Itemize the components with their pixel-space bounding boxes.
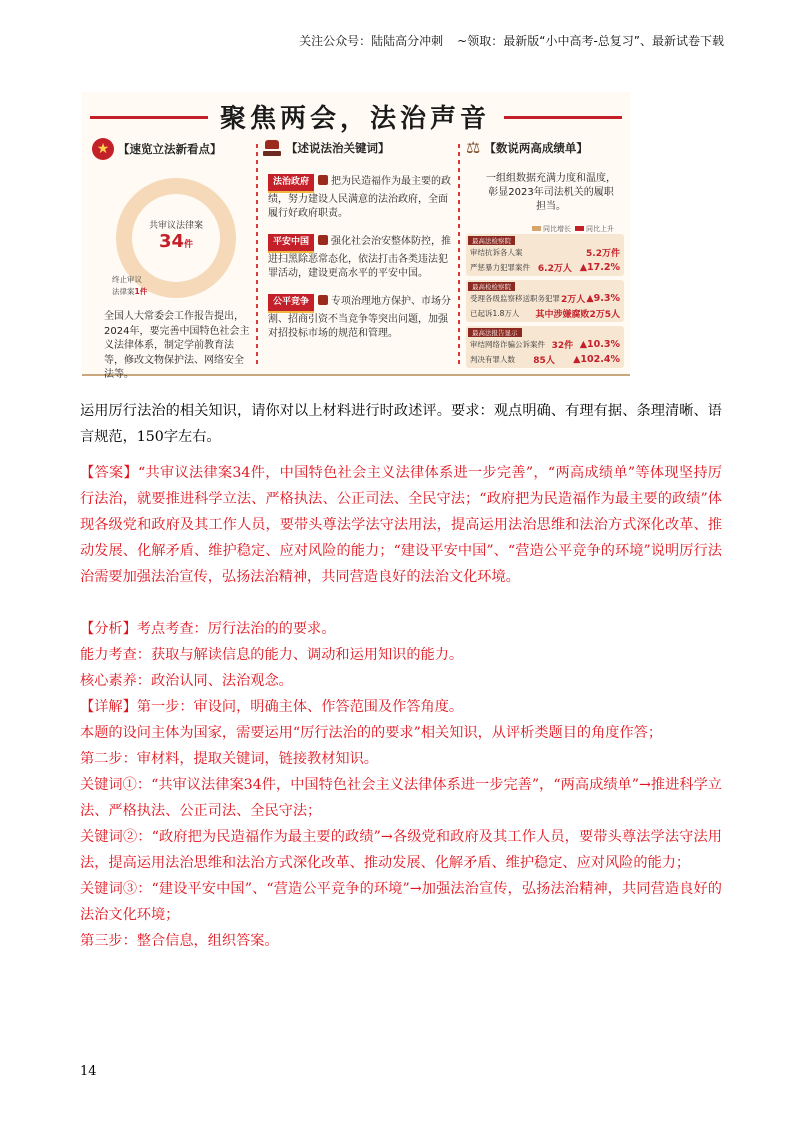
donut-chart [112,178,236,298]
banner-rule-left [90,116,208,119]
stat-value: 5.2万件 [586,249,620,259]
keyword-text: 专项治理地方保护、市场分割、招商引资不当竞争等突出问题，加强对招投标市场的规范和管理。 [268,296,452,339]
analysis-line [80,616,722,642]
ability-line: 能力考查：获取与解读信息的能力、调动和运用知识的能力。 [80,647,464,663]
column-legislation [92,138,252,380]
stat-caption: 最高法检察院 [468,236,515,245]
side-label-2-row [112,286,147,298]
answer-label: 【答案】 [80,465,138,481]
keyword-2: 关键词②：“政府把为民造福作为最主要的政绩”→各级党和政府及其工作人员，要带头尊法学法守法用法，提高运用法治思维和法治方式深化改革、推动发展、化解矛盾、维护稳定、应对风险的能力； [80,829,722,871]
stat-row [466,291,624,306]
keyword-tag: 法治政府 [268,174,314,193]
donut-side-note [112,274,147,298]
keyword-3: 关键词③：“建设平安中国”、“营造公平竞争的环境”→加强法治宣传，弘扬法治精神，共同营造良好的法治文化环境； [80,881,722,923]
stat-caption: 最高检检察院 [468,282,515,291]
column-divider [256,144,258,364]
legislation-text: 全国人大常委会工作报告提出，2024年，要完善中国特色社会主义法律体系，制定学前教育法等，修改文物保护法、网络安全法等。 [104,311,250,380]
analysis-and-detail [80,616,722,954]
stat-value: 其中涉嫌腐败2万5人 [535,310,620,320]
keyword-text: 强化社会治安整体防控，推进扫黑除恶常态化，依法打击各类违法犯罪活动，建设更高水平的平安中国。 [268,236,452,279]
keyword-item [268,174,452,222]
section-heading [262,138,452,158]
legend [528,224,614,234]
detail-step2: 第二步：审材料，提取关键词，链接教材知识。 [80,751,378,767]
banner-title: 聚焦两会，法治声音 [219,104,490,134]
seal-icon [318,235,328,245]
banner-rule-right [504,116,622,119]
keyword-item [268,234,452,282]
stat-percent: ▲102.4% [573,354,620,365]
header-left-text: 关注公众号：陆陆高分冲刺 [299,34,444,48]
answer-text: “共审议法律案34件，中国特色社会主义法律体系进一步完善”，“两高成绩单”等体现坚持厉行法治，就要推进科学立法、严格执法、公正司法、全民守法；“政府把为民造福作为最主要的政绩”体现各级党和政府及其工作人员，要带头尊法学法守法用法，提高运用法治思维和法治方式深化改革、推动发展、化解矛盾、维护稳定、应对风险的能力；“建设平安中国”、“营造公平竞争的环境”说明厉行法治需要加强法治宣传，弘扬法治精神，共同营造良好的法治文化环境。 [80,465,722,585]
detail-step3: 第三步：整合信息，组织答案。 [80,933,279,949]
gavel-icon [262,138,282,158]
keyword-tag: 平安中国 [268,234,314,253]
stat-row [466,306,624,321]
answer-section [80,460,722,590]
stat-box [466,234,624,276]
donut-value [132,231,220,252]
infographic [82,92,630,380]
statistics-lead: 一组组数据充满力度和温度，彰显2023年司法机关的履职担当。 [486,173,616,212]
seal-icon [318,295,328,305]
detail-step1-line [80,694,722,720]
detail-step1-text: 本题的设问主体为国家，需要运用“厉行法治的的要求”相关知识，从评析类题目的角度作答； [80,725,663,741]
side-value: 1件 [134,287,148,296]
stat-label: 受理各级监察移送职务犯罪 [470,294,560,303]
keyword-tag: 公平竞争 [268,294,314,313]
column-statistics [466,138,624,370]
donut-label: 共审议法律案 [148,221,203,231]
analysis-text: 考点考查：厉行法治的的要求。 [136,621,336,637]
column-divider [458,144,460,364]
stat-label: 审结抗诉各人案 [470,248,523,257]
keyword-text: 把为民造福作为最主要的政绩，努力建设人民满意的法治政府，全面履行好政府职责。 [268,176,452,219]
header-right-text: ~领取：最新版“小中高考-总复习”、最新试卷下载 [457,34,724,48]
answer-paragraph [80,460,722,590]
side-label-1: 终止审议 [112,275,142,284]
analysis-label: 【分析】 [80,621,137,637]
detail-label: 【详解】 [80,699,137,715]
stat-row [466,352,624,367]
stat-value: 32件 [551,341,574,351]
stat-value: 6.2万人 [537,264,572,274]
stat-row [466,260,624,275]
scales-icon: ⚖ [466,138,481,157]
section-heading [92,138,252,160]
stat-row [466,337,624,352]
keyword-item [268,294,452,342]
stat-percent: ▲17.2% [579,262,620,273]
donut-center [132,194,220,282]
detail-step1: 第一步：审设问，明确主体、作答范围及作答角度。 [136,699,464,715]
stat-value: 85人 [533,356,555,366]
stat-caption: 最高法报告显示 [468,328,522,337]
section-title: 【速览立法新看点】 [118,142,222,156]
seal-icon [318,175,328,185]
section-heading [466,138,624,157]
side-label-2: 法律案 [112,287,135,296]
question-text [80,398,722,450]
column-keywords [262,138,452,370]
stat-label: 已起诉1.8万人 [470,309,520,318]
stat-value: 2万人 [561,295,586,305]
header-note [285,32,724,49]
national-emblem-icon: ★ [92,138,114,160]
question-paragraph: 运用厉行法治的相关知识，请你对以上材料进行时政述评。要求：观点明确、有理有据、条理清晰、语言规范，150字左右。 [80,403,722,445]
stat-row [466,245,624,260]
section-title: 【述说法治关键词】 [286,141,390,155]
stat-label: 判决有罪人数 [470,355,515,364]
stat-percent: ▲10.3% [579,339,620,350]
keyword-1: 关键词①：“共审议法律案34件，中国特色社会主义法律体系进一步完善”，“两高成绩单”→推进科学立法、严格执法、公正司法、全民守法； [80,777,722,819]
stat-label: 严惩暴力犯罪案件 [470,263,530,272]
donut-number: 34 [158,231,185,252]
literacy-line: 核心素养：政治认同、法治观念。 [80,673,293,689]
section-title: 【数说两高成绩单】 [484,140,588,155]
stat-label: 审结网络诈骗公诉案件 [470,340,545,349]
stat-box [466,280,624,322]
legend-b: 同比上升 [586,225,614,233]
stat-box [466,326,624,368]
donut-unit: 件 [184,240,194,250]
stat-percent: ▲9.3% [586,293,620,304]
legend-a: 同比增长 [543,225,571,233]
page-number: 14 [80,1064,97,1079]
